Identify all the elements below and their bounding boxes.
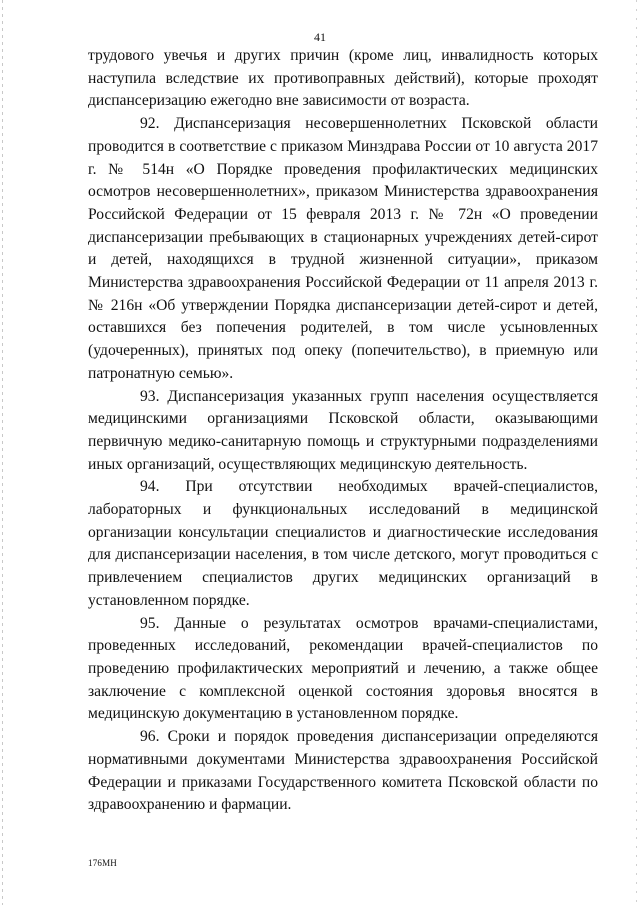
scan-edge-left [2,0,3,905]
document-body [88,45,598,817]
scan-edge-right [636,0,637,905]
paragraph-95: 95. Данные о результатах осмотров врачами-специалистами, проведенных исследований, рекомендации врачей-специалистов по проведению профилактических мероприятий и лечению, а также общее заключение с комплексной оценкой состояния здоровья вносятся в медицинскую документацию в установленном порядке. [88,614,598,723]
document-code: 176МН [88,858,118,868]
paragraph-continuation: трудового увечья и других причин (кроме лиц, инвалидность которых наступила вследствие их противоправных действий), которые проходят диспансеризацию ежегодно вне зависимости от возраста. [88,47,598,110]
page-number: 41 [314,30,326,44]
paragraph-96: 96. Сроки и порядок проведения диспансеризации определяются нормативными документами Министерства здравоохранения Российской Федерации и приказами Государственного комитета Псковской области по здравоохранению и фармации. [88,728,598,814]
paragraph-93: 93. Диспансеризация указанных групп населения осуществляется медицинскими организациями Псковской области, оказывающими первичную медико-санитарную помощь и структурными подразделениями иных организаций, осуществляющих медицинскую деятельность. [88,387,598,473]
paragraph-92: 92. Диспансеризация несовершеннолетних Псковской области проводится в соответствие с приказом Минздрава России от 10 августа 2017 г. № 514н «О Порядке проведения профилактических медицинских осмотров несовершеннолетних», приказом Министерства здравоохранения Российской Федерации от 15 февраля 2013 г. № 72н «О проведении диспансеризации пребывающих в стационарных учреждениях детей-сирот и детей, находящихся в трудной жизненной ситуации», приказом Министерства здравоохранения Российской Федерации от 11 апреля 2013 г. № 216н «Об утверждении Порядка диспансеризации детей-сирот и детей, оставшихся без попечения родителей, в том числе усыновленных (удочеренных), принятых под опеку (попечительство), в приемную или патронатную семью». [88,115,598,382]
paragraph-94: 94. При отсутствии необходимых врачей-специалистов, лабораторных и функциональных исследований в медицинской организации консультации специалистов и диагностические исследования для диспансеризации населения, в том числе детского, могут проводиться с привлечением специалистов других медицинских организаций в установленном порядке. [88,478,598,609]
